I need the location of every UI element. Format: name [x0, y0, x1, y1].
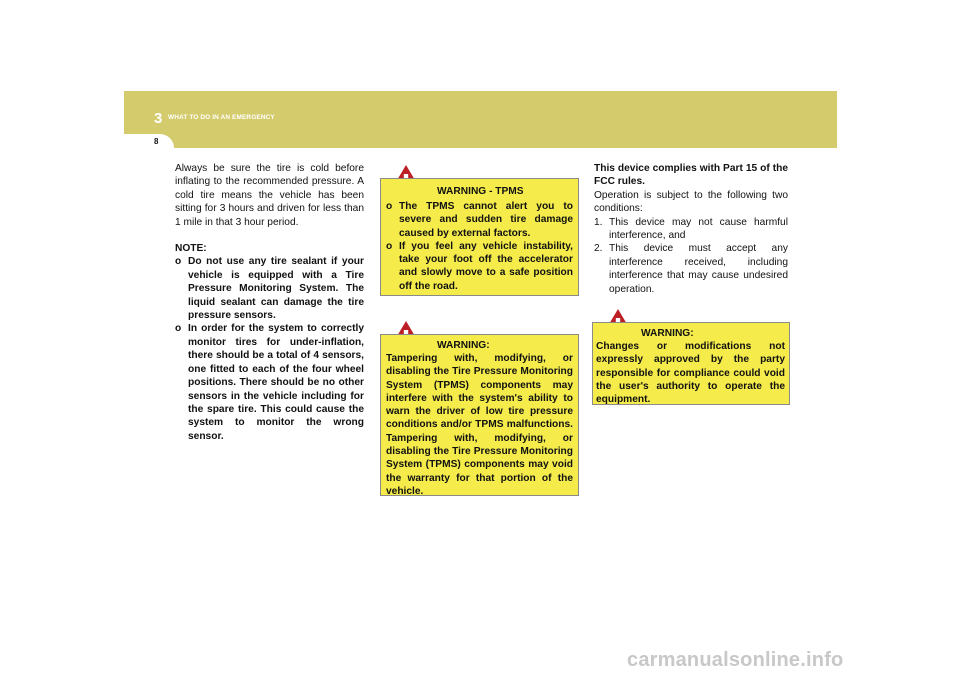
warning-item	[386, 240, 573, 293]
warning-title: WARNING - TPMS	[437, 186, 524, 197]
left-column	[175, 162, 364, 443]
fcc-intro: Operation is subject to the following two conditions:	[594, 189, 788, 215]
warning-title: WARNING:	[641, 328, 694, 339]
right-column	[594, 162, 788, 296]
warning-tampering-box	[380, 334, 579, 496]
page-number: 8	[154, 137, 159, 146]
note-item	[175, 255, 364, 322]
warning-body: Tampering with, modifying, or disabling the Tire Pressure Monitoring System (TPMS) components may interfere with the system's ability to warn the driver of low tire pressure conditions and/or TPMS malfunctions. Tampering with, modifying, or disabling the Tire Pressure Monitoring System (TPMS) components may void the warranty for that portion of the vehicle.	[386, 353, 573, 497]
warning-item-text: If you feel any vehicle instability, take your foot off the accelerator and slowly move to a safe position off the road.	[399, 240, 573, 292]
fcc-title: This device complies with Part 15 of the FCC rules.	[594, 163, 788, 188]
condition-item	[594, 216, 788, 243]
note-label: NOTE:	[175, 243, 207, 255]
bullet-marker: o	[175, 256, 182, 268]
note-text: In order for the system to correctly monitor tires for under-inflation, there should be a total of 4 sensors, one fitted to each of the four wheel positions. There should be no other sensors in the vehicle including for the spare tire. This could cause the system to monitor the wrong sensor.	[188, 323, 364, 442]
number-marker: 1.	[594, 216, 603, 228]
warning-title: WARNING:	[437, 340, 490, 351]
warning-body	[386, 200, 573, 293]
warning-tpms-box	[380, 178, 579, 296]
page-tab	[124, 134, 174, 148]
warning-body: Changes or modifications not expressly approved by the party responsible for compliance could void the user's authority to operate the equipment.	[596, 341, 785, 406]
intro-paragraph: Always be sure the tire is cold before inflating to the recommended pressure. A cold tire means the vehicle has been sitting for 3 hours and driven for less than 1 mile in that 3 hour period.	[175, 163, 364, 228]
bullet-marker: o	[386, 201, 393, 212]
bullet-marker: o	[175, 323, 182, 335]
number-marker: 2.	[594, 243, 603, 255]
condition-text: This device may not cause harmful interference, and	[609, 216, 788, 242]
bullet-marker: o	[386, 240, 393, 252]
warning-item-text: The TPMS cannot alert you to severe and sudden tire damage caused by external factors.	[399, 201, 573, 239]
chapter-number: 3	[154, 110, 163, 127]
condition-item	[594, 242, 788, 296]
warning-item	[386, 200, 573, 240]
condition-text: This device must accept any interference received, including interference that may cause undesired operation.	[609, 243, 788, 295]
note-item	[175, 322, 364, 443]
watermark: carmanualsonline.info	[627, 649, 844, 671]
warning-changes-box	[592, 322, 790, 405]
chapter-title: WHAT TO DO IN AN EMERGENCY	[168, 114, 275, 121]
note-text: Do not use any tire sealant if your vehicle is equipped with a Tire Pressure Monitoring System. The liquid sealant can damage the tire pressure sensors.	[188, 256, 364, 322]
